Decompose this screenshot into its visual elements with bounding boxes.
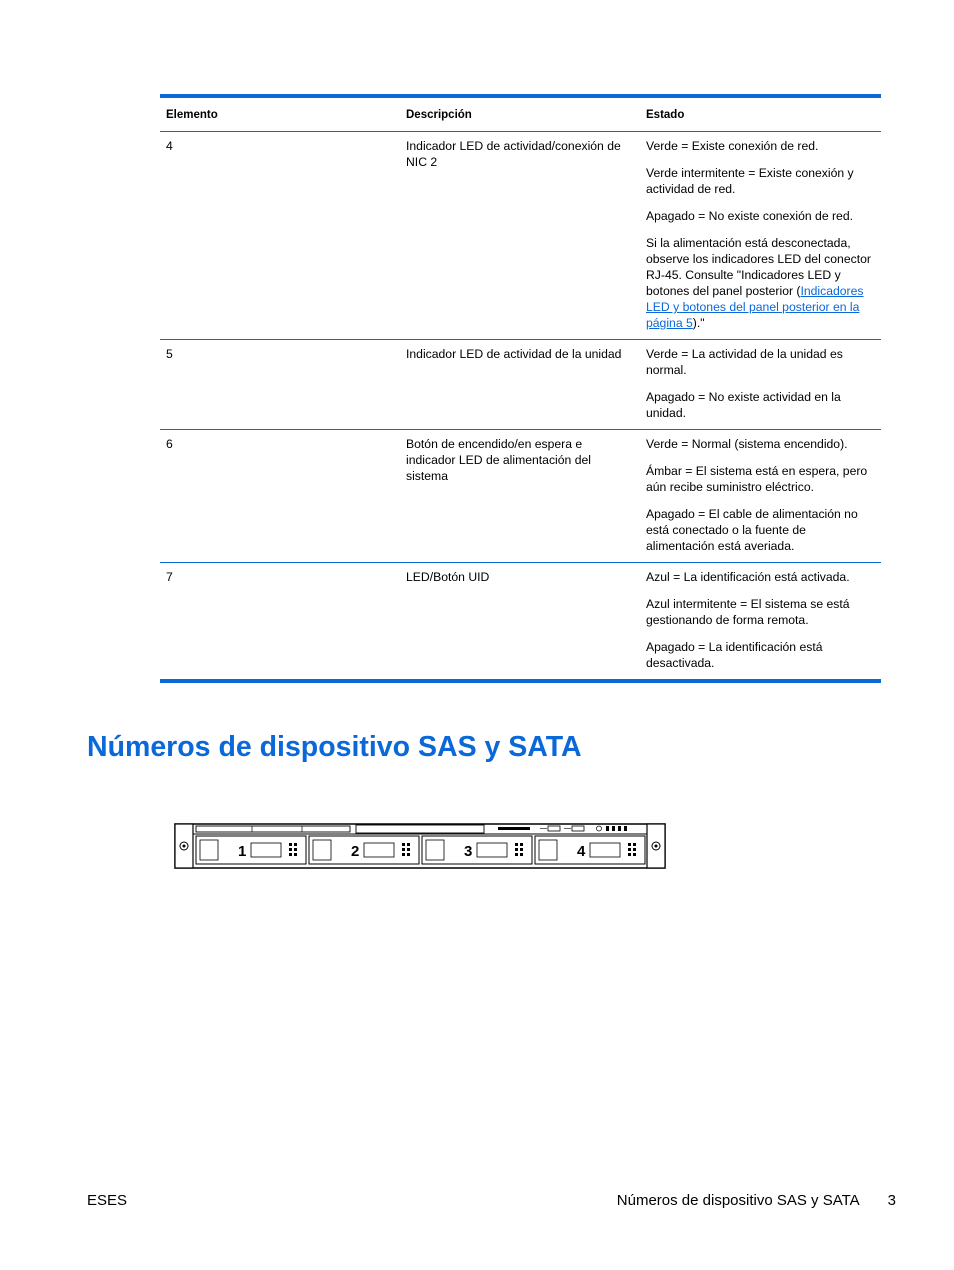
table-row xyxy=(160,563,881,682)
row-description: Botón de encendido/en espera e indicador LED de alimentación del sistema xyxy=(400,430,640,563)
table-row xyxy=(160,430,881,563)
drive-bay-number: 4 xyxy=(577,843,586,860)
status-table xyxy=(160,94,881,683)
drive-led xyxy=(633,843,636,846)
status-led xyxy=(606,826,609,831)
table-row xyxy=(160,340,881,430)
drive-led xyxy=(515,848,518,851)
state-text: Azul = La identificación está activada. xyxy=(646,570,850,584)
row-element: 6 xyxy=(160,430,400,563)
drive-led xyxy=(402,853,405,856)
status-led xyxy=(618,826,621,831)
row-description: Indicador LED de actividad/conexión de NIC 2 xyxy=(400,132,640,340)
state-text: Verde = Normal (sistema encendido). xyxy=(646,437,848,451)
drive-bay-number: 1 xyxy=(238,843,247,860)
drive-bay xyxy=(196,836,306,864)
drive-led xyxy=(289,848,292,851)
row-element: 7 xyxy=(160,563,400,682)
drive-led xyxy=(402,843,405,846)
section-title: Números de dispositivo SAS y SATA xyxy=(87,731,582,763)
drive-led xyxy=(520,843,523,846)
state-text: Verde = La actividad de la unidad es normal. xyxy=(646,347,843,377)
row-states xyxy=(640,563,881,682)
page-number: 3 xyxy=(887,1192,896,1209)
drive-bay-number: 3 xyxy=(464,843,473,860)
status-led xyxy=(624,826,627,831)
drive-led xyxy=(515,843,518,846)
state-text: Verde = Existe conexión de red. xyxy=(646,139,819,153)
note-suffix: )." xyxy=(692,316,705,330)
state-note xyxy=(646,235,875,331)
footer-title: Números de dispositivo SAS y SATA xyxy=(616,1192,860,1209)
state-text: Apagado = La identificación está desactivada. xyxy=(646,640,823,670)
drive-bay-number: 2 xyxy=(351,843,360,860)
drive-led xyxy=(289,853,292,856)
drive-led xyxy=(633,848,636,851)
state-text: Apagado = El cable de alimentación no está conectado o la fuente de alimentación está averiada. xyxy=(646,507,858,553)
drive-led xyxy=(294,843,297,846)
header-estado: Estado xyxy=(640,96,881,132)
row-element: 4 xyxy=(160,132,400,340)
table-header-row xyxy=(160,96,881,132)
table-row xyxy=(160,132,881,340)
state-text: Apagado = No existe conexión de red. xyxy=(646,209,853,223)
drive-led xyxy=(628,853,631,856)
drive-bay xyxy=(535,836,645,864)
drive-bay xyxy=(309,836,419,864)
state-text: Azul intermitente = El sistema se está gestionando de forma remota. xyxy=(646,597,850,627)
row-element: 5 xyxy=(160,340,400,430)
drive-led xyxy=(515,853,518,856)
row-description: LED/Botón UID xyxy=(400,563,640,682)
media-slot xyxy=(498,827,530,830)
note-prefix: Si la alimentación está desconectada, observe los indicadores LED del conector RJ-45. Consulte "Indicadores LED y botones del panel posterior ( xyxy=(646,236,871,298)
drive-led xyxy=(289,843,292,846)
state-text: Verde intermitente = Existe conexión y actividad de red. xyxy=(646,166,854,196)
footer-page-info xyxy=(617,1192,896,1209)
drive-bay xyxy=(422,836,532,864)
row-states xyxy=(640,430,881,563)
drive-led xyxy=(294,853,297,856)
header-elemento: Elemento xyxy=(160,96,400,132)
state-text: Apagado = No existe actividad en la unidad. xyxy=(646,390,841,420)
drive-led xyxy=(628,848,631,851)
drive-led xyxy=(407,848,410,851)
row-states xyxy=(640,340,881,430)
drive-led xyxy=(402,848,405,851)
state-text: Ámbar = El sistema está en espera, pero aún recibe suministro eléctrico. xyxy=(646,464,868,494)
drive-led xyxy=(407,843,410,846)
drive-led xyxy=(520,853,523,856)
row-description: Indicador LED de actividad de la unidad xyxy=(400,340,640,430)
cross-reference-link[interactable]: Indicadores LED y botones del panel posterior en la página 5 xyxy=(646,284,864,330)
footer-locale: ESES xyxy=(87,1192,128,1209)
server-front-panel-diagram xyxy=(174,823,666,869)
drive-led xyxy=(294,848,297,851)
drive-led xyxy=(633,853,636,856)
drive-led xyxy=(407,853,410,856)
status-led xyxy=(612,826,615,831)
row-states xyxy=(640,132,881,340)
drive-led xyxy=(520,848,523,851)
header-descripcion: Descripción xyxy=(400,96,640,132)
drive-led xyxy=(628,843,631,846)
server-front-panel-figure xyxy=(174,823,666,874)
